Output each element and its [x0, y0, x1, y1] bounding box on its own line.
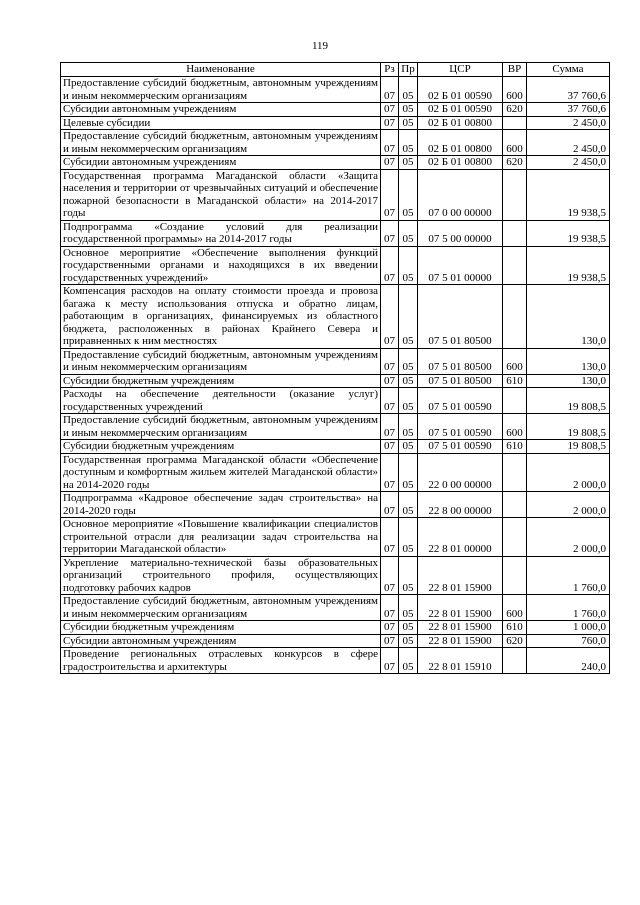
cell-csr: 02 Б 01 00590: [418, 77, 503, 103]
cell-rz: 07: [381, 116, 399, 130]
cell-sum: 240,0: [527, 648, 610, 674]
cell-name: Субсидии автономным учреждениям: [61, 156, 381, 170]
table-row: [61, 103, 610, 117]
table-row: [61, 453, 610, 492]
cell-sum: 37 760,6: [527, 77, 610, 103]
cell-vr: [503, 648, 527, 674]
cell-rz: 07: [381, 414, 399, 440]
cell-pr: 05: [399, 77, 418, 103]
table-row: [61, 556, 610, 595]
cell-vr: 610: [503, 621, 527, 635]
cell-pr: 05: [399, 414, 418, 440]
table-row: [61, 595, 610, 621]
table-row: [61, 156, 610, 170]
cell-vr: [503, 246, 527, 285]
cell-sum: 1 760,0: [527, 595, 610, 621]
cell-sum: 2 000,0: [527, 518, 610, 557]
cell-pr: 05: [399, 156, 418, 170]
cell-rz: 07: [381, 374, 399, 388]
cell-csr: 22 8 01 15900: [418, 621, 503, 635]
cell-name: Подпрограмма «Кадровое обеспечение задач строительства» на 2014-2020 годы: [61, 492, 381, 518]
cell-csr: 07 0 00 00000: [418, 169, 503, 220]
cell-sum: 19 938,5: [527, 220, 610, 246]
cell-sum: 130,0: [527, 374, 610, 388]
cell-name: Субсидии автономным учреждениям: [61, 634, 381, 648]
cell-pr: 05: [399, 440, 418, 454]
cell-name: Предоставление субсидий бюджетным, автономным учреждениям и иным некоммерческим организациям: [61, 130, 381, 156]
cell-vr: 620: [503, 634, 527, 648]
header-csr: ЦСР: [418, 63, 503, 77]
cell-pr: 05: [399, 246, 418, 285]
cell-sum: 19 808,5: [527, 388, 610, 414]
cell-name: Государственная программа Магаданской области «Обеспечение доступным и комфортным жильем жителей Магаданской области» на 2014-2020 годы: [61, 453, 381, 492]
cell-pr: 05: [399, 453, 418, 492]
cell-csr: 22 8 01 15900: [418, 595, 503, 621]
cell-name: Субсидии бюджетным учреждениям: [61, 621, 381, 635]
cell-sum: 1 000,0: [527, 621, 610, 635]
cell-csr: 07 5 01 00590: [418, 414, 503, 440]
cell-vr: 610: [503, 440, 527, 454]
cell-sum: 130,0: [527, 348, 610, 374]
cell-pr: 05: [399, 169, 418, 220]
table-row: [61, 285, 610, 349]
header-name: Наименование: [61, 63, 381, 77]
cell-sum: 37 760,6: [527, 103, 610, 117]
cell-vr: 620: [503, 156, 527, 170]
cell-pr: 05: [399, 556, 418, 595]
cell-csr: 02 Б 01 00590: [418, 103, 503, 117]
table-row: [61, 440, 610, 454]
table-row: [61, 348, 610, 374]
cell-name: Основное мероприятие «Повышение квалификации специалистов строительной отрасли для реализации задач строительства на территории Магаданской области»: [61, 518, 381, 557]
cell-sum: 130,0: [527, 285, 610, 349]
cell-vr: [503, 556, 527, 595]
cell-name: Субсидии бюджетным учреждениям: [61, 374, 381, 388]
table-row: [61, 621, 610, 635]
cell-name: Предоставление субсидий бюджетным, автономным учреждениям и иным некоммерческим организациям: [61, 77, 381, 103]
cell-vr: 610: [503, 374, 527, 388]
cell-sum: 19 938,5: [527, 246, 610, 285]
header-vr: ВР: [503, 63, 527, 77]
table-row: [61, 169, 610, 220]
budget-table: [60, 62, 610, 674]
table-row: [61, 518, 610, 557]
cell-sum: 2 450,0: [527, 116, 610, 130]
cell-rz: 07: [381, 169, 399, 220]
table-row: [61, 492, 610, 518]
cell-name: Субсидии автономным учреждениям: [61, 103, 381, 117]
cell-pr: 05: [399, 348, 418, 374]
cell-name: Предоставление субсидий бюджетным, автономным учреждениям и иным некоммерческим организациям: [61, 348, 381, 374]
cell-rz: 07: [381, 246, 399, 285]
cell-vr: 600: [503, 595, 527, 621]
cell-vr: 600: [503, 414, 527, 440]
cell-csr: 22 8 01 00000: [418, 518, 503, 557]
page-number: 119: [311, 40, 329, 52]
cell-pr: 05: [399, 648, 418, 674]
cell-name: Подпрограмма «Создание условий для реализации государственной программы» на 2014-2017 годы: [61, 220, 381, 246]
header-sum: Сумма: [527, 63, 610, 77]
cell-csr: 07 5 01 00590: [418, 388, 503, 414]
cell-vr: 620: [503, 103, 527, 117]
cell-rz: 07: [381, 648, 399, 674]
table-row: [61, 388, 610, 414]
cell-pr: 05: [399, 285, 418, 349]
table-row: [61, 116, 610, 130]
cell-pr: 05: [399, 492, 418, 518]
table-header-row: [61, 63, 610, 77]
cell-csr: 07 5 01 00590: [418, 440, 503, 454]
header-rz: Рз: [381, 63, 399, 77]
cell-rz: 07: [381, 77, 399, 103]
cell-csr: 07 5 00 00000: [418, 220, 503, 246]
cell-csr: 22 8 00 00000: [418, 492, 503, 518]
cell-rz: 07: [381, 285, 399, 349]
cell-sum: 19 808,5: [527, 414, 610, 440]
cell-pr: 05: [399, 621, 418, 635]
cell-csr: 02 Б 01 00800: [418, 156, 503, 170]
cell-name: Предоставление субсидий бюджетным, автономным учреждениям и иным некоммерческим организациям: [61, 595, 381, 621]
cell-vr: 600: [503, 348, 527, 374]
cell-name: Расходы на обеспечение деятельности (оказание услуг) государственных учреждений: [61, 388, 381, 414]
cell-rz: 07: [381, 634, 399, 648]
cell-rz: 07: [381, 220, 399, 246]
cell-pr: 05: [399, 595, 418, 621]
cell-rz: 07: [381, 130, 399, 156]
cell-pr: 05: [399, 388, 418, 414]
cell-csr: 07 5 01 80500: [418, 285, 503, 349]
cell-rz: 07: [381, 388, 399, 414]
cell-csr: 02 Б 01 00800: [418, 130, 503, 156]
cell-sum: 19 938,5: [527, 169, 610, 220]
cell-vr: [503, 388, 527, 414]
cell-name: Государственная программа Магаданской области «Защита населения и территории от чрезвычайных ситуаций и обеспечение пожарной безопасности в Магаданской области» на 2014-2017 годы: [61, 169, 381, 220]
cell-pr: 05: [399, 518, 418, 557]
cell-pr: 05: [399, 634, 418, 648]
cell-csr: 07 5 01 00000: [418, 246, 503, 285]
cell-vr: [503, 518, 527, 557]
table-row: [61, 634, 610, 648]
cell-name: Предоставление субсидий бюджетным, автономным учреждениям и иным некоммерческим организациям: [61, 414, 381, 440]
cell-pr: 05: [399, 116, 418, 130]
cell-csr: 22 8 01 15900: [418, 556, 503, 595]
cell-sum: 2 000,0: [527, 492, 610, 518]
cell-rz: 07: [381, 348, 399, 374]
cell-csr: 22 0 00 00000: [418, 453, 503, 492]
cell-vr: [503, 220, 527, 246]
cell-sum: 1 760,0: [527, 556, 610, 595]
table-row: [61, 220, 610, 246]
cell-sum: 760,0: [527, 634, 610, 648]
table-row: [61, 648, 610, 674]
cell-pr: 05: [399, 130, 418, 156]
cell-vr: [503, 285, 527, 349]
cell-rz: 07: [381, 103, 399, 117]
cell-sum: 19 808,5: [527, 440, 610, 454]
cell-pr: 05: [399, 103, 418, 117]
header-pr: Пр: [399, 63, 418, 77]
cell-rz: 07: [381, 492, 399, 518]
cell-rz: 07: [381, 156, 399, 170]
cell-vr: [503, 116, 527, 130]
cell-csr: 22 8 01 15900: [418, 634, 503, 648]
cell-pr: 05: [399, 374, 418, 388]
cell-csr: 07 5 01 80500: [418, 374, 503, 388]
cell-rz: 07: [381, 621, 399, 635]
cell-vr: [503, 453, 527, 492]
cell-csr: 07 5 01 80500: [418, 348, 503, 374]
cell-rz: 07: [381, 556, 399, 595]
cell-name: Проведение региональных отраслевых конкурсов в сфере градостроительства и архитектуры: [61, 648, 381, 674]
cell-sum: 2 450,0: [527, 130, 610, 156]
cell-name: Основное мероприятие «Обеспечение выполнения функций государственными органами и находящихся в их введении государственных учреждений»: [61, 246, 381, 285]
cell-vr: 600: [503, 77, 527, 103]
cell-sum: 2 000,0: [527, 453, 610, 492]
table-row: [61, 246, 610, 285]
cell-rz: 07: [381, 518, 399, 557]
cell-vr: [503, 169, 527, 220]
table-row: [61, 414, 610, 440]
cell-vr: [503, 492, 527, 518]
cell-rz: 07: [381, 595, 399, 621]
cell-csr: 22 8 01 15910: [418, 648, 503, 674]
table-row: [61, 130, 610, 156]
cell-name: Укрепление материально-технической базы образовательных организаций строительного профиля, осуществляющих подготовку рабочих кадров: [61, 556, 381, 595]
cell-rz: 07: [381, 440, 399, 454]
cell-name: Целевые субсидии: [61, 116, 381, 130]
cell-name: Субсидии бюджетным учреждениям: [61, 440, 381, 454]
cell-sum: 2 450,0: [527, 156, 610, 170]
cell-rz: 07: [381, 453, 399, 492]
cell-vr: 600: [503, 130, 527, 156]
table-row: [61, 374, 610, 388]
cell-pr: 05: [399, 220, 418, 246]
cell-csr: 02 Б 01 00800: [418, 116, 503, 130]
cell-name: Компенсация расходов на оплату стоимости проезда и провоза багажа к месту использования отпуска и обратно лицам, работающим в организациях, финансируемых из областного бюджета, расположенных в районах Крайнего Севера и приравненных к ним местностях: [61, 285, 381, 349]
table-row: [61, 77, 610, 103]
